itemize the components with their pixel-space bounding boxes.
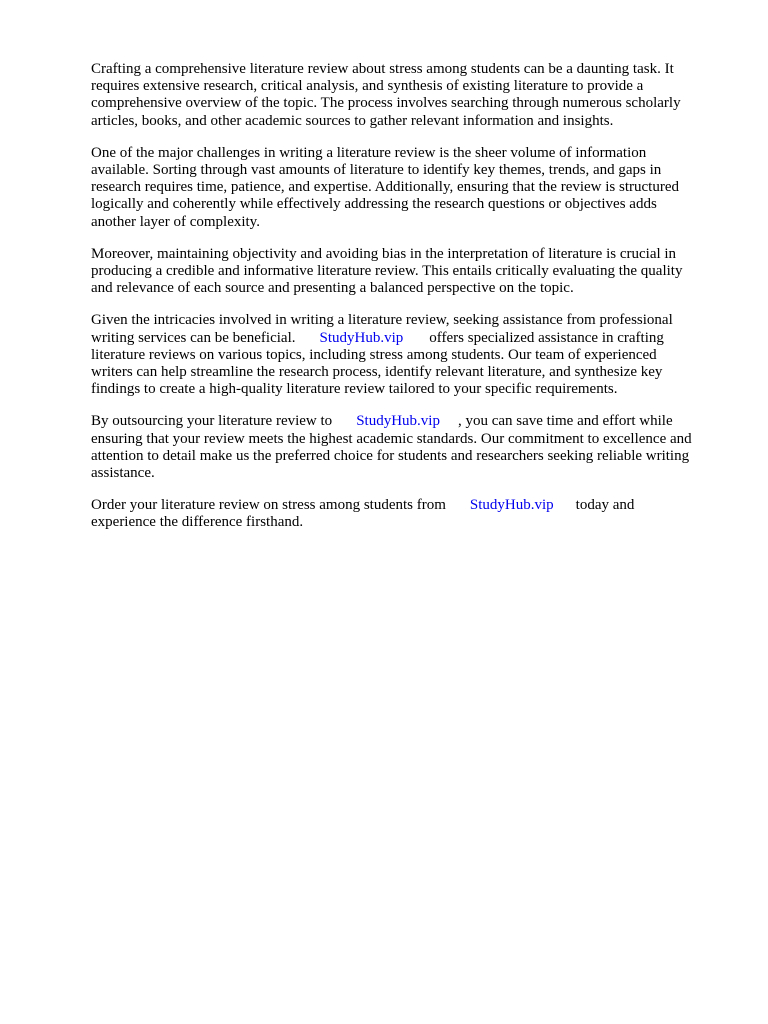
- paragraph-assistance: [91, 312, 716, 398]
- text-line: One of the major challenges in writing a literature review is the sheer volume of information: [91, 144, 647, 161]
- text-line: ensuring that your review meets the highest academic standards. Our commitment to excellence and: [91, 430, 692, 447]
- studyhub-link[interactable]: StudyHub.vip: [469, 497, 554, 514]
- text-segment: , you can save time and effort while: [457, 413, 673, 430]
- text-line: attention to detail make us the preferred choice for students and researchers seeking reliable writing: [91, 447, 690, 464]
- text-segment: writing services can be beneficial.: [91, 329, 296, 346]
- text-segment: By outsourcing your literature review to: [91, 413, 333, 430]
- text-line: Given the intricacies involved in writing a literature review, seeking assistance from professional: [91, 312, 673, 329]
- text-segment: Order your literature review on stress among students from: [91, 497, 446, 514]
- text-line: experience the difference firsthand.: [91, 514, 304, 531]
- studyhub-link[interactable]: StudyHub.vip: [356, 413, 440, 430]
- text-line: requires extensive research, critical analysis, and synthesis of existing literature to provide a: [91, 78, 644, 95]
- paragraph-objectivity: [91, 246, 716, 298]
- paragraph-outsourcing: [91, 413, 716, 482]
- text-line: logically and coherently while effectively addressing the research questions or objectives adds: [91, 196, 657, 213]
- text-segment: today and: [575, 497, 635, 514]
- text-line: another layer of complexity.: [91, 213, 260, 230]
- paragraph-order: [91, 497, 716, 531]
- studyhub-link[interactable]: StudyHub.vip: [319, 329, 404, 346]
- paragraph-challenges: [91, 145, 716, 231]
- text-line: [91, 497, 716, 514]
- text-line: producing a credible and informative literature review. This entails critically evaluating the quality: [91, 263, 683, 280]
- text-line: research requires time, patience, and expertise. Additionally, ensuring that the review is structured: [91, 179, 679, 196]
- text-line: available. Sorting through vast amounts of literature to identify key themes, trends, and gaps in: [91, 162, 662, 179]
- text-segment: offers specialized assistance in crafting: [429, 329, 664, 346]
- document-page: [91, 61, 716, 547]
- text-line: [91, 330, 716, 347]
- text-line: Moreover, maintaining objectivity and avoiding bias in the interpretation of literature is crucial in: [91, 245, 677, 262]
- text-line: comprehensive overview of the topic. The process involves searching through numerous scholarly: [91, 95, 681, 112]
- text-line: [91, 413, 716, 430]
- text-line: and relevance of each source and presenting a balanced perspective on the topic.: [91, 280, 574, 297]
- text-line: findings to create a high-quality literature review tailored to your specific requirements.: [91, 381, 618, 398]
- text-line: literature reviews on various topics, including stress among students. Our team of experienced: [91, 346, 657, 363]
- text-line: Crafting a comprehensive literature review about stress among students can be a daunting task. It: [91, 61, 674, 77]
- text-line: articles, books, and other academic sources to gather relevant information and insights.: [91, 112, 614, 129]
- text-line: writers can help streamline the research process, identify relevant literature, and synthesize key: [91, 364, 663, 381]
- text-line: assistance.: [91, 465, 155, 482]
- paragraph-intro: [91, 61, 716, 130]
